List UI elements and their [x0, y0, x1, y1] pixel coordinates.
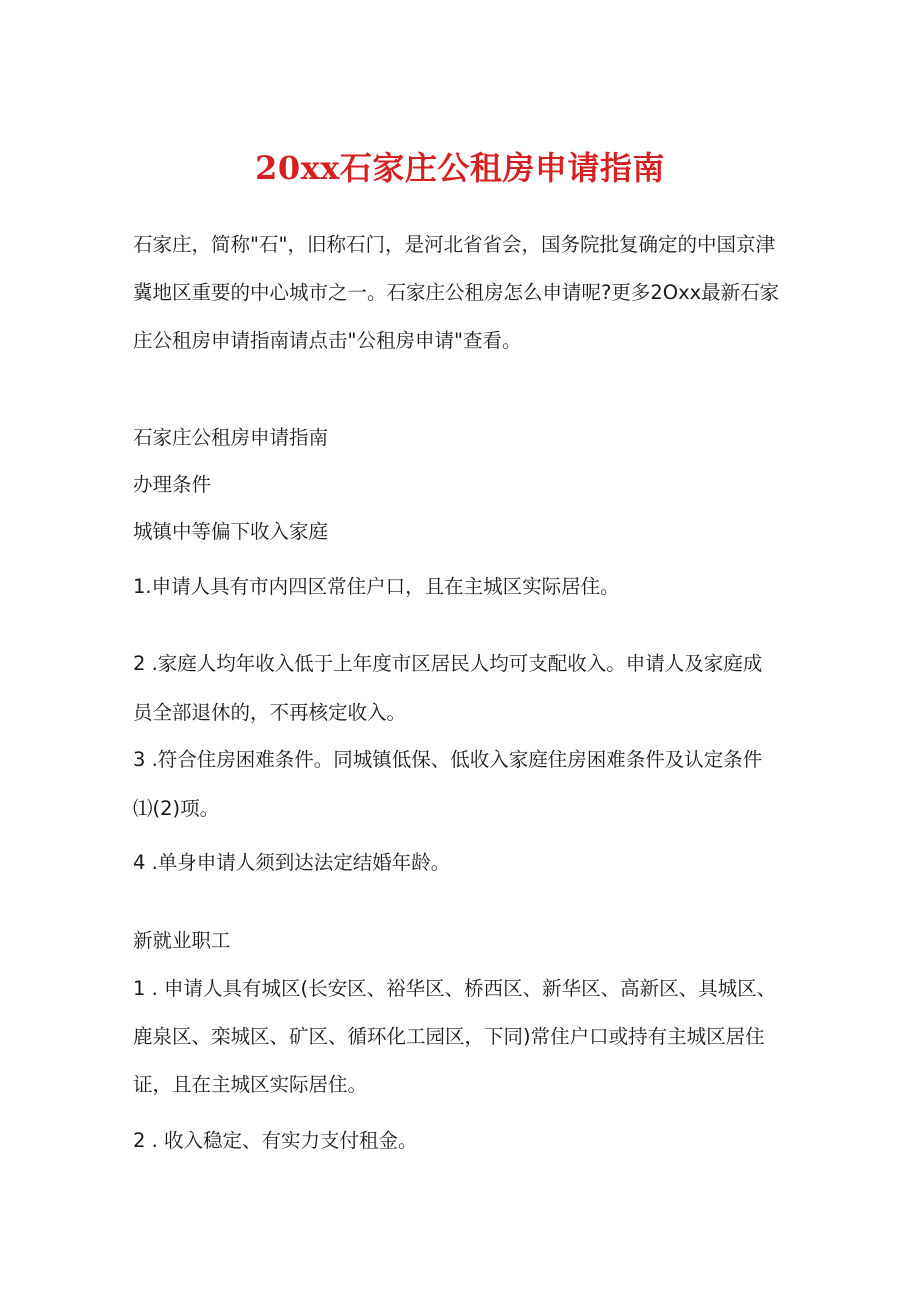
- group2-heading: 新就业职工: [133, 929, 231, 952]
- section-title: 石家庄公租房申请指南: [133, 426, 329, 449]
- group2-item-1-cont: 鹿泉区、栾城区、矿区、循环化工园区，下同)常住户口或持有主城区居住: [133, 1025, 765, 1048]
- group2-item-1-cont-2: 证，且在主城区实际居住。: [133, 1073, 368, 1096]
- intro-line-3: 庄公租房申请指南请点击"公租房申请"查看。: [133, 329, 522, 352]
- group1-item-1: 1.申请人具有市内四区常住户口，且在主城区实际居住。: [133, 575, 620, 598]
- group1-item-3: 3 .符合住房困难条件。同城镇低保、低收入家庭住房困难条件及认定条件: [133, 748, 763, 771]
- intro-line-1: 石家庄，简称"石"，旧称石门，是河北省省会，国务院批复确定的中国京津: [133, 233, 775, 256]
- document-title: 20xx石家庄公租房申请指南: [255, 149, 665, 187]
- conditions-heading: 办理条件: [133, 473, 212, 496]
- group1-item-2: 2 .家庭人均年收入低于上年度市区居民人均可支配收入。申请人及家庭成: [133, 652, 763, 675]
- group1-heading: 城镇中等偏下收入家庭: [133, 520, 329, 543]
- group1-item-3-cont: ⑴(2)项。: [133, 797, 220, 820]
- intro-line-2: 冀地区重要的中心城市之一。石家庄公租房怎么申请呢?更多2Oxx最新石家: [133, 281, 780, 304]
- group2-item-2: 2 . 收入稳定、有实力支付租金。: [133, 1129, 418, 1152]
- group1-item-2-cont: 员全部退休的，不再核定收入。: [133, 701, 407, 724]
- group1-item-4: 4 .单身申请人须到达法定结婚年龄。: [133, 851, 451, 874]
- group2-item-1: 1 . 申请人具有城区(长安区、裕华区、桥西区、新华区、高新区、具城区、: [133, 977, 777, 1000]
